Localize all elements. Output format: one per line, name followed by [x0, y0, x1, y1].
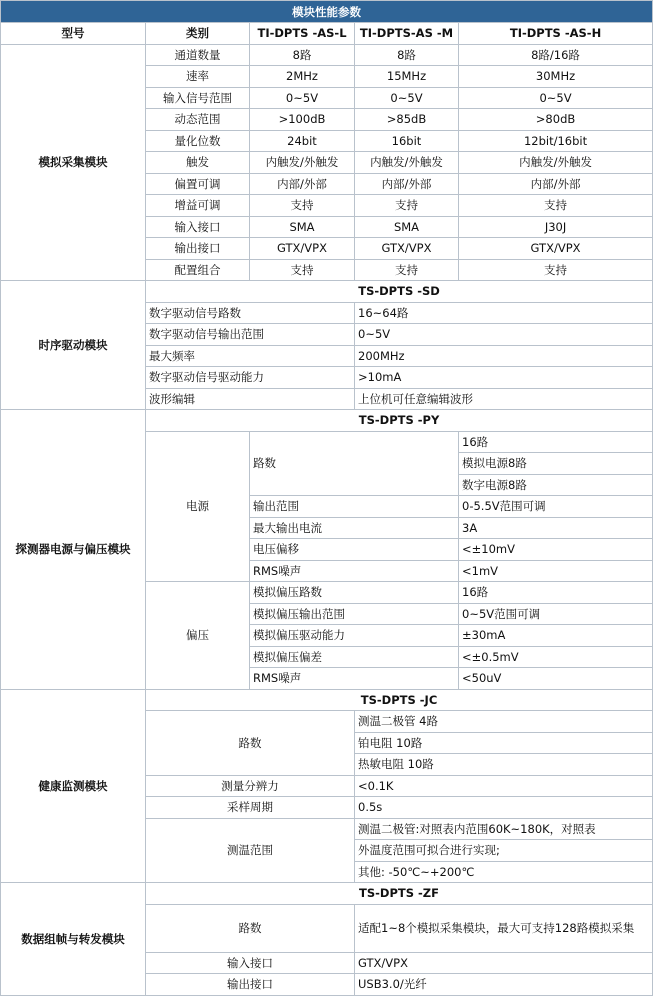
timing-row-value: 上位机可任意编辑波形 [355, 388, 653, 410]
acq-cell-h: >80dB [459, 109, 653, 131]
detector-module-label: 探测器电源与偏压模块 [1, 410, 146, 690]
acq-cell-l: 8路 [250, 44, 355, 66]
acq-row-label: 输出接口 [146, 238, 250, 260]
bias-row-value: 0~5V范围可调 [459, 603, 653, 625]
timing-row-value: >10mA [355, 367, 653, 389]
health-channel-value: 热敏电阻 10路 [355, 754, 653, 776]
health-channel-value: 铂电阻 10路 [355, 732, 653, 754]
acq-cell-m: 支持 [355, 259, 459, 281]
bias-row-label: 模拟偏压输出范围 [250, 603, 459, 625]
power-channel-value: 模拟电源8路 [459, 453, 653, 475]
acq-cell-h: 12bit/16bit [459, 130, 653, 152]
header-row [1, 23, 653, 45]
acq-cell-m: 16bit [355, 130, 459, 152]
bias-label: 偏压 [146, 582, 250, 690]
health-range-line: 测温二极管:对照表内范围60K~180K，对照表 [355, 818, 653, 840]
acq-cell-m: 内部/外部 [355, 173, 459, 195]
acq-cell-l: 支持 [250, 195, 355, 217]
timing-row-value: 0~5V [355, 324, 653, 346]
title-row [1, 1, 653, 23]
acq-row-label: 量化位数 [146, 130, 250, 152]
acq-cell-m: 0~5V [355, 87, 459, 109]
bias-row-label: 模拟偏压驱动能力 [250, 625, 459, 647]
table-row [1, 410, 653, 432]
header-col-m: TI-DPTS-AS -M [355, 23, 459, 45]
acq-cell-h: J30J [459, 216, 653, 238]
acq-cell-h: 0~5V [459, 87, 653, 109]
timing-row-label: 波形编辑 [146, 388, 355, 410]
framing-model: TS-DPTS -ZF [146, 883, 653, 905]
acq-cell-h: 8路/16路 [459, 44, 653, 66]
timing-model: TS-DPTS -SD [146, 281, 653, 303]
table-row [1, 44, 653, 66]
acq-row-label: 增益可调 [146, 195, 250, 217]
health-range-line: 外温度范围可拟合进行实现; [355, 840, 653, 862]
power-row-label: RMS噪声 [250, 560, 459, 582]
acq-cell-m: 内触发/外触发 [355, 152, 459, 174]
acq-cell-h: 内部/外部 [459, 173, 653, 195]
timing-row-value: 16~64路 [355, 302, 653, 324]
acq-cell-l: 2MHz [250, 66, 355, 88]
health-module-label: 健康监测模块 [1, 689, 146, 883]
framing-out-value: USB3.0/光纤 [355, 974, 653, 996]
acq-cell-m: 15MHz [355, 66, 459, 88]
power-channel-value: 16路 [459, 431, 653, 453]
health-channel-value: 测温二极管 4路 [355, 711, 653, 733]
power-row-label: 输出范围 [250, 496, 459, 518]
power-channel-value: 数字电源8路 [459, 474, 653, 496]
timing-row-label: 最大频率 [146, 345, 355, 367]
power-row-value: 0-5.5V范围可调 [459, 496, 653, 518]
health-period-value: 0.5s [355, 797, 653, 819]
bias-row-value: <±0.5mV [459, 646, 653, 668]
timing-row-label: 数字驱动信号驱动能力 [146, 367, 355, 389]
health-channels-label: 路数 [146, 711, 355, 776]
acq-cell-m: 8路 [355, 44, 459, 66]
header-category: 类别 [146, 23, 250, 45]
health-resolution-value: <0.1K [355, 775, 653, 797]
acq-row-label: 配置组合 [146, 259, 250, 281]
framing-channels-value: 适配1~8个模拟采集模块，最大可支持128路模拟采集 [355, 904, 653, 952]
framing-out-label: 输出接口 [146, 974, 355, 996]
acq-row-label: 通道数量 [146, 44, 250, 66]
acq-cell-l: SMA [250, 216, 355, 238]
bias-row-label: 模拟偏压偏差 [250, 646, 459, 668]
timing-row-value: 200MHz [355, 345, 653, 367]
acq-cell-h: 支持 [459, 195, 653, 217]
bias-row-value: <50uV [459, 668, 653, 690]
acq-module-label: 模拟采集模块 [1, 44, 146, 281]
acq-cell-h: GTX/VPX [459, 238, 653, 260]
power-row-label: 最大输出电流 [250, 517, 459, 539]
health-range-line: 其他: -50℃~+200℃ [355, 861, 653, 883]
header-col-h: TI-DPTS -AS-H [459, 23, 653, 45]
table-title: 模块性能参数 [1, 1, 653, 23]
acq-cell-l: 0~5V [250, 87, 355, 109]
detector-model: TS-DPTS -PY [146, 410, 653, 432]
health-model: TS-DPTS -JC [146, 689, 653, 711]
framing-in-label: 输入接口 [146, 952, 355, 974]
framing-in-value: GTX/VPX [355, 952, 653, 974]
bias-row-value: ±30mA [459, 625, 653, 647]
health-resolution-label: 测量分辨力 [146, 775, 355, 797]
acq-cell-l: >100dB [250, 109, 355, 131]
acq-cell-m: >85dB [355, 109, 459, 131]
table-row [1, 281, 653, 303]
acq-cell-h: 内触发/外触发 [459, 152, 653, 174]
acq-cell-l: 支持 [250, 259, 355, 281]
acq-cell-l: 内触发/外触发 [250, 152, 355, 174]
acq-cell-m: 支持 [355, 195, 459, 217]
bias-row-label: RMS噪声 [250, 668, 459, 690]
power-label: 电源 [146, 431, 250, 582]
framing-module-label: 数据组帧与转发模块 [1, 883, 146, 996]
acq-row-label: 速率 [146, 66, 250, 88]
timing-module-label: 时序驱动模块 [1, 281, 146, 410]
header-model: 型号 [1, 23, 146, 45]
acq-cell-m: GTX/VPX [355, 238, 459, 260]
acq-cell-h: 30MHz [459, 66, 653, 88]
table-row [1, 689, 653, 711]
acq-cell-l: 24bit [250, 130, 355, 152]
acq-row-label: 动态范围 [146, 109, 250, 131]
power-channels-label: 路数 [250, 431, 459, 496]
power-row-value: 3A [459, 517, 653, 539]
acq-row-label: 偏置可调 [146, 173, 250, 195]
acq-cell-m: SMA [355, 216, 459, 238]
bias-row-label: 模拟偏压路数 [250, 582, 459, 604]
acq-cell-l: 内部/外部 [250, 173, 355, 195]
acq-cell-h: 支持 [459, 259, 653, 281]
table-row [1, 883, 653, 905]
health-period-label: 采样周期 [146, 797, 355, 819]
acq-row-label: 输入接口 [146, 216, 250, 238]
acq-cell-l: GTX/VPX [250, 238, 355, 260]
timing-row-label: 数字驱动信号输出范围 [146, 324, 355, 346]
acq-row-label: 触发 [146, 152, 250, 174]
acq-row-label: 输入信号范围 [146, 87, 250, 109]
timing-row-label: 数字驱动信号路数 [146, 302, 355, 324]
framing-channels-label: 路数 [146, 904, 355, 952]
power-row-label: 电压偏移 [250, 539, 459, 561]
power-row-value: <±10mV [459, 539, 653, 561]
header-col-l: TI-DPTS -AS-L [250, 23, 355, 45]
health-range-label: 测温范围 [146, 818, 355, 883]
power-row-value: <1mV [459, 560, 653, 582]
bias-row-value: 16路 [459, 582, 653, 604]
